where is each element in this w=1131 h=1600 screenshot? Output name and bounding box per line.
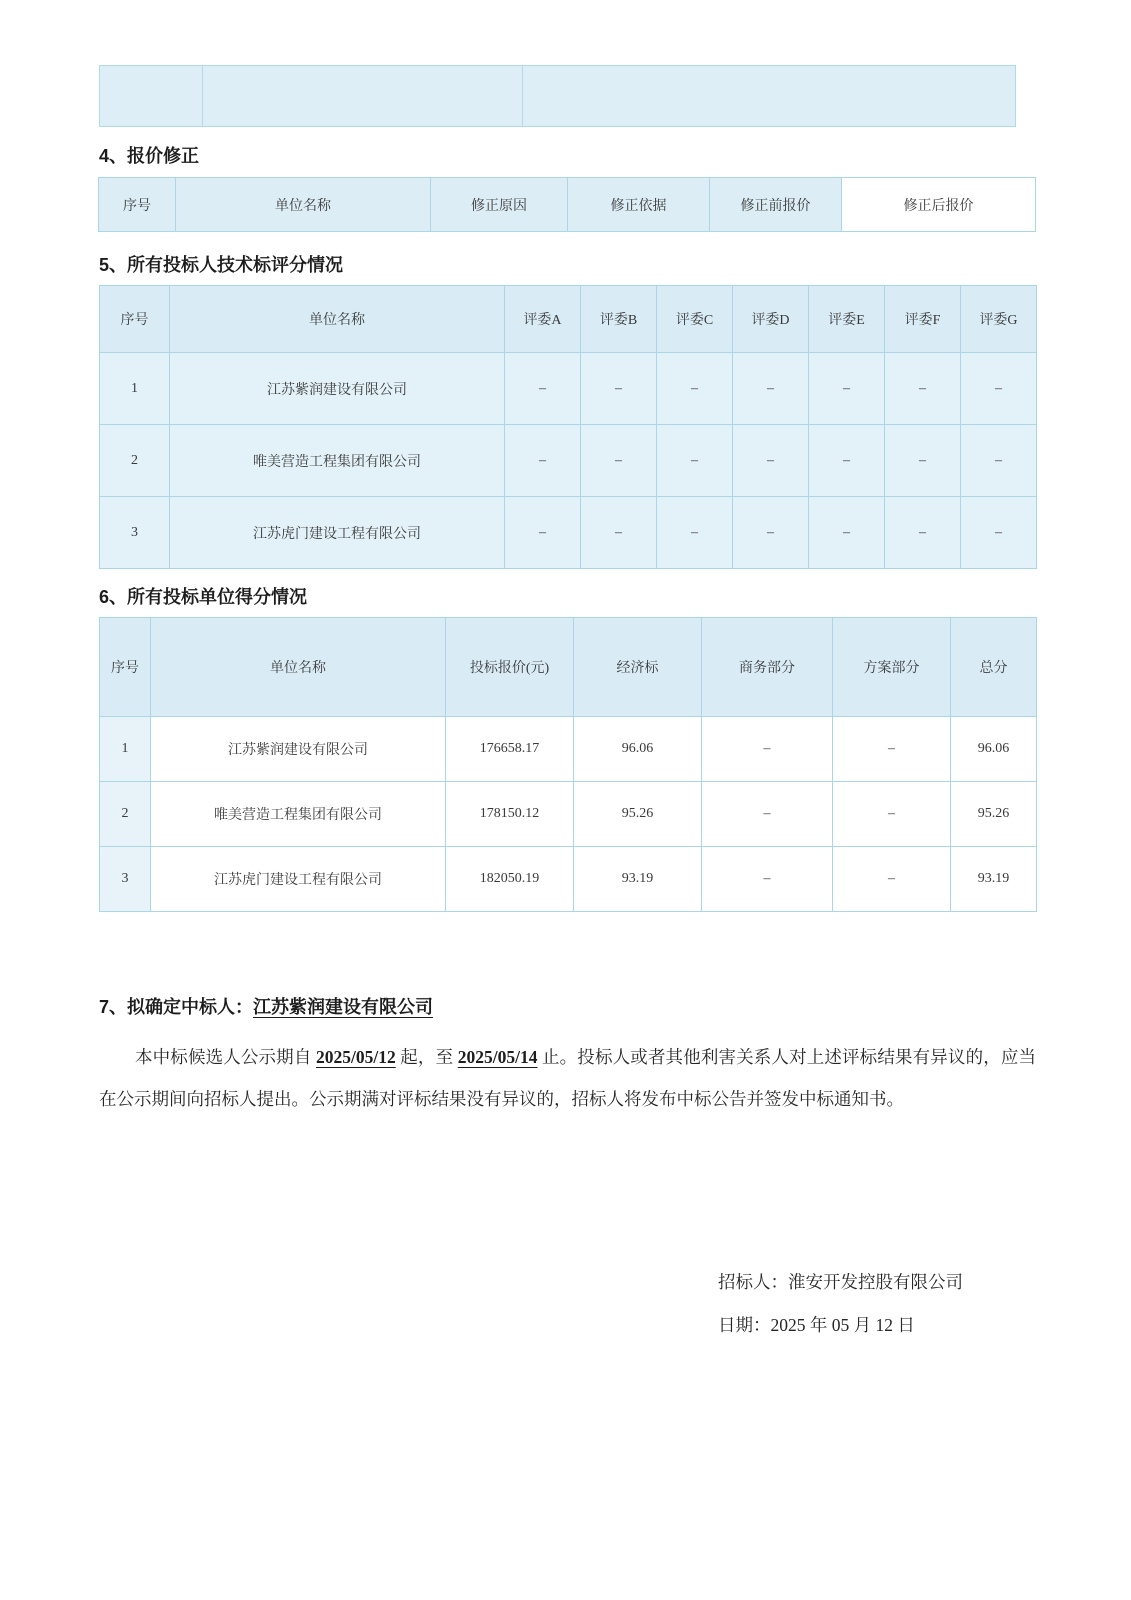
publicity-start-date: 2025/05/12 [316, 1047, 396, 1067]
cell-score: – [657, 497, 733, 569]
header-cell: 评委C [657, 286, 733, 353]
cell-score: – [581, 425, 657, 497]
header-cell: 投标报价(元) [446, 618, 574, 717]
table-cell [100, 66, 203, 127]
tenderer-line: 招标人：淮安开发控股有限公司 [718, 1272, 963, 1292]
table-header-row [99, 178, 1036, 232]
cell-no: 3 [100, 847, 151, 912]
cell-score: – [733, 425, 809, 497]
signature-block [718, 1261, 963, 1347]
cell-business: – [702, 717, 833, 782]
cell-economic: 93.19 [574, 847, 702, 912]
public-notice-paragraph [99, 1036, 1036, 1120]
cell-business: – [702, 847, 833, 912]
header-cell: 商务部分 [702, 618, 833, 717]
cell-no: 2 [100, 782, 151, 847]
cell-score: – [885, 425, 961, 497]
cell-score: – [581, 353, 657, 425]
table-row [100, 66, 1016, 127]
header-cell: 修正原因 [431, 178, 568, 232]
cell-company: 唯美营造工程集团有限公司 [170, 425, 505, 497]
cell-score: – [733, 353, 809, 425]
cell-score: – [885, 353, 961, 425]
cell-score: – [809, 353, 885, 425]
header-cell: 总分 [951, 618, 1037, 717]
cell-no: 1 [100, 353, 170, 425]
cell-price: 182050.19 [446, 847, 574, 912]
header-cell: 修正前报价 [710, 178, 842, 232]
winner-company-name: 江苏紫润建设有限公司 [253, 997, 434, 1017]
cell-score: – [809, 497, 885, 569]
table-header-row [100, 618, 1037, 717]
section7-heading [99, 995, 433, 1019]
cell-score: – [657, 353, 733, 425]
table-header-row [100, 286, 1037, 353]
header-cell: 评委D [733, 286, 809, 353]
table-cell [203, 66, 523, 127]
header-cell: 方案部分 [833, 618, 951, 717]
header-cell: 修正后报价 [842, 178, 1036, 232]
cell-score: – [657, 425, 733, 497]
cell-no: 1 [100, 717, 151, 782]
header-cell: 评委F [885, 286, 961, 353]
cell-economic: 96.06 [574, 717, 702, 782]
cell-score: – [961, 497, 1037, 569]
header-cell: 评委E [809, 286, 885, 353]
section4-heading: 4、报价修正 [99, 146, 200, 166]
header-cell: 序号 [100, 286, 170, 353]
table-cell [523, 66, 1016, 127]
cell-score: – [961, 425, 1037, 497]
cell-score: – [809, 425, 885, 497]
cell-total: 96.06 [951, 717, 1037, 782]
table-row [100, 847, 1037, 912]
header-cell: 经济标 [574, 618, 702, 717]
section6-heading: 6、所有投标单位得分情况 [99, 587, 308, 607]
total-score-table [99, 617, 1037, 912]
cell-company: 江苏紫润建设有限公司 [170, 353, 505, 425]
section5-heading: 5、所有投标人技术标评分情况 [99, 255, 344, 275]
cell-score: – [505, 497, 581, 569]
header-cell: 单位名称 [170, 286, 505, 353]
date-line: 日期：2025 年 05 月 12 日 [718, 1315, 915, 1335]
header-cell: 单位名称 [151, 618, 446, 717]
header-cell: 序号 [100, 618, 151, 717]
header-cell: 评委A [505, 286, 581, 353]
cell-total: 95.26 [951, 782, 1037, 847]
cell-total: 93.19 [951, 847, 1037, 912]
header-cell: 修正依据 [568, 178, 710, 232]
cell-company: 江苏紫润建设有限公司 [151, 717, 446, 782]
table-row [100, 782, 1037, 847]
price-correction-table [98, 177, 1036, 232]
cell-score: – [885, 497, 961, 569]
cell-proposal: – [833, 717, 951, 782]
header-cell: 单位名称 [176, 178, 431, 232]
previous-page-partial-table [99, 65, 1016, 127]
header-cell: 序号 [99, 178, 176, 232]
header-cell: 评委G [961, 286, 1037, 353]
table-row [100, 717, 1037, 782]
cell-score: – [505, 425, 581, 497]
cell-score: – [733, 497, 809, 569]
cell-company: 唯美营造工程集团有限公司 [151, 782, 446, 847]
cell-proposal: – [833, 782, 951, 847]
cell-business: – [702, 782, 833, 847]
cell-company: 江苏虎门建设工程有限公司 [151, 847, 446, 912]
notice-text: 起，至 [395, 1047, 458, 1067]
table-row [100, 497, 1037, 569]
cell-no: 2 [100, 425, 170, 497]
cell-price: 178150.12 [446, 782, 574, 847]
cell-no: 3 [100, 497, 170, 569]
notice-text: 本中标候选人公示期自 [135, 1047, 317, 1067]
cell-score: – [581, 497, 657, 569]
cell-score: – [505, 353, 581, 425]
technical-score-table [99, 285, 1037, 569]
table-row [100, 425, 1037, 497]
notice-text: 止。投标人或者其他利害关系人对上述评标结果有异议的，应当在公示期间向招标人提出。公示期满对评标结果没有异议的，招标人将发布中标公告并签发中标通知书。 [99, 1047, 1037, 1109]
table-row [100, 353, 1037, 425]
winner-label: 7、拟确定中标人： [99, 997, 254, 1017]
cell-company: 江苏虎门建设工程有限公司 [170, 497, 505, 569]
cell-proposal: – [833, 847, 951, 912]
cell-price: 176658.17 [446, 717, 574, 782]
cell-score: – [961, 353, 1037, 425]
cell-economic: 95.26 [574, 782, 702, 847]
publicity-end-date: 2025/05/14 [457, 1047, 538, 1067]
header-cell: 评委B [581, 286, 657, 353]
